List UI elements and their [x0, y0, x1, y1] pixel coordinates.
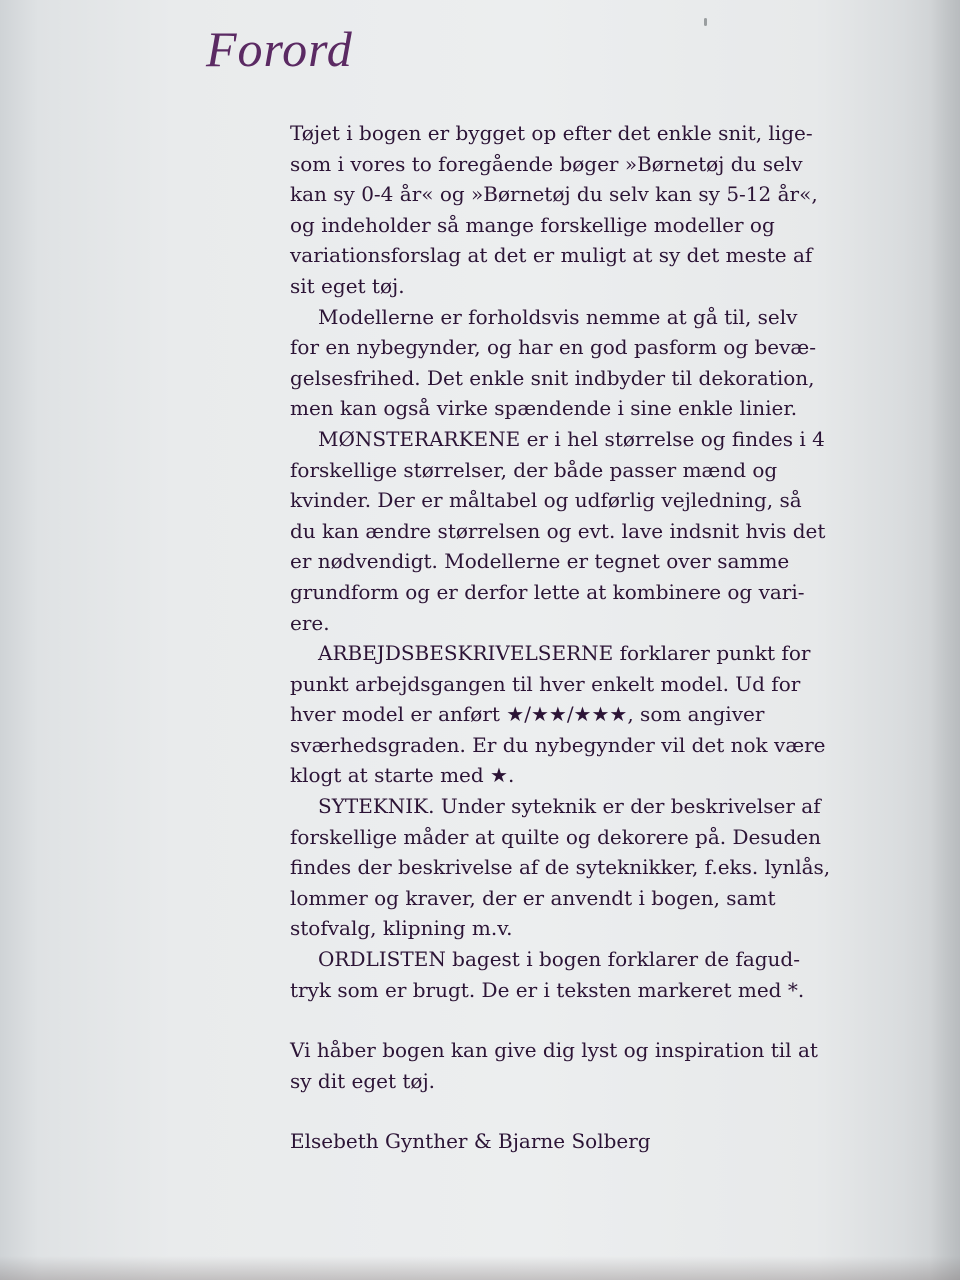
text-line: lommer og kraver, der er anvendt i bogen, samt — [290, 885, 776, 910]
text-line: findes der beskrivelse af de syteknikker, f.eks. lynlås, — [290, 855, 831, 880]
paragraph-modellerne — [290, 302, 850, 424]
text-line: Tøjet i bogen er bygget op efter det enkle snit, lige- — [290, 121, 813, 145]
text-line: MØNSTERARKENE er i hel størrelse og findes i 4 — [318, 426, 825, 451]
text-line: klogt at starte med ★. — [290, 763, 515, 788]
text-line: punkt arbejdsgangen til hver enkelt model. Ud for — [290, 671, 801, 696]
page-title: Forord — [206, 21, 353, 77]
text-line: men kan også virke spændende i sine enkle linier. — [290, 396, 798, 421]
paragraph-syteknik — [290, 791, 850, 944]
text-line: og indeholder så mange forskellige modeller og — [290, 212, 775, 237]
text-line: for en nybegynder, og har en god pasform og bevæ- — [290, 335, 816, 360]
text-line: tryk som er brugt. De er i teksten markeret med *. — [290, 977, 805, 1002]
text-line: kvinder. Der er måltabel og udførlig vejledning, så — [290, 488, 802, 513]
text-line: ere. — [290, 610, 330, 635]
text-line: ORDLISTEN bagest i bogen forklarer de fagud- — [318, 947, 800, 972]
text-line: sy dit eget tøj. — [290, 1068, 436, 1093]
text-line: SYTEKNIK. Under syteknik er der beskrivelser af — [318, 794, 821, 819]
text-line: grundform og er derfor lette at kombinere og vari- — [290, 579, 805, 604]
text-line: som i vores to foregående bøger »Børnetøj du selv — [290, 151, 803, 176]
page-edge-shadow — [930, 0, 960, 1280]
text-line: hver model er anført ★/★★/★★★, som angiver — [290, 702, 765, 727]
text-line: kan sy 0-4 år« og »Børnetøj du selv kan sy 5-12 år«, — [290, 182, 818, 207]
print-speck — [704, 18, 707, 26]
text-line: sværhedsgraden. Er du nybegynder vil det nok være — [290, 732, 826, 757]
text-line: forskellige størrelser, der både passer mænd og — [290, 457, 778, 482]
foreword-body — [290, 118, 850, 1157]
author-signature: Elsebeth Gynther & Bjarne Solberg — [290, 1129, 651, 1154]
text-line: ARBEJDSBESKRIVELSERNE forklarer punkt for — [318, 641, 811, 666]
text-line: Modellerne er forholdsvis nemme at gå til, selv — [318, 304, 798, 329]
text-line: variationsforslag at det er muligt at sy det meste af — [290, 243, 813, 268]
spacer — [290, 1096, 850, 1126]
paragraph-arbejdsbeskrivelserne — [290, 638, 850, 791]
page-bottom-shadow — [0, 1256, 960, 1280]
text-line: sit eget tøj. — [290, 273, 405, 298]
text-line: du kan ændre størrelsen og evt. lave indsnit hvis det — [290, 518, 826, 543]
text-line: stofvalg, klipning m.v. — [290, 916, 513, 941]
paragraph-intro — [290, 118, 850, 302]
paragraph-monsterarkene — [290, 424, 850, 638]
paragraph-ordlisten — [290, 944, 850, 1005]
spacer — [290, 1005, 850, 1035]
text-line: Vi håber bogen kan give dig lyst og inspiration til at — [290, 1038, 818, 1063]
text-line: gelsesfrihed. Det enkle snit indbyder til dekoration, — [290, 365, 815, 390]
text-line: er nødvendigt. Modellerne er tegnet over samme — [290, 549, 790, 574]
closing-paragraph — [290, 1035, 850, 1096]
text-line: forskellige måder at quilte og dekorere på. Desuden — [290, 824, 822, 849]
